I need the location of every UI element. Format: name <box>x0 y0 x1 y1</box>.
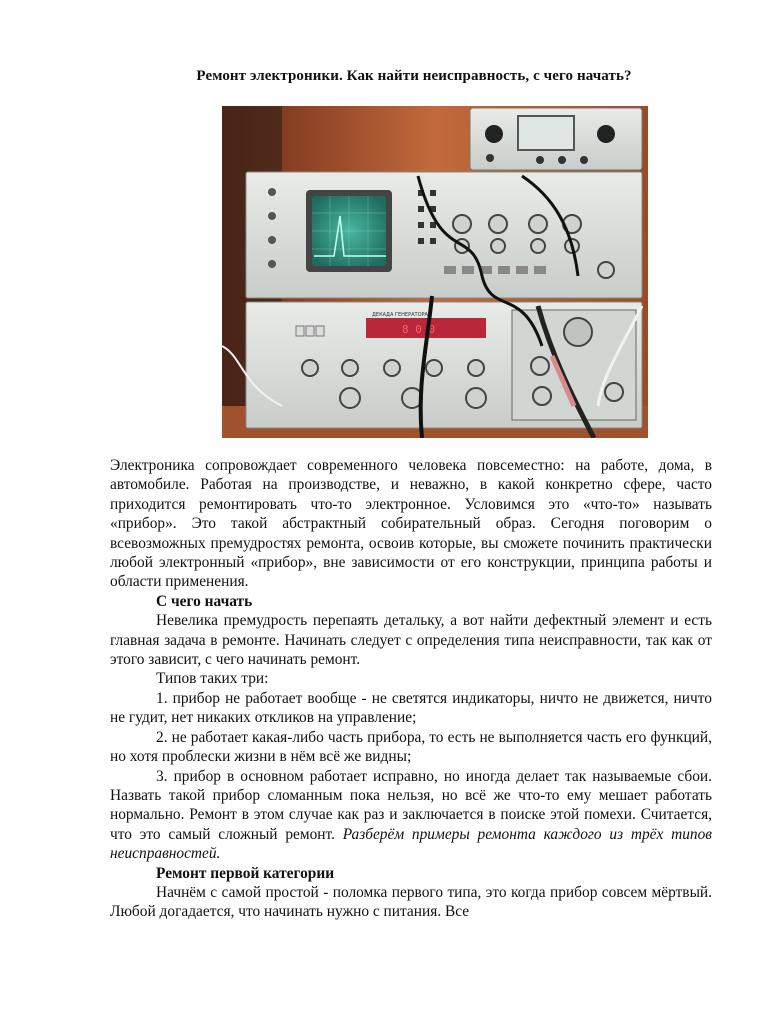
page-title: Ремонт электроники. Как найти неисправность, с чего начать? <box>196 68 632 84</box>
intro-paragraph: Электроника сопровождает современного человека повсеместно: на работе, дома, в автомобиле. Работая на производстве, и неважно, в какой конкретно сфере, часто приходится ремонтировать что-то электронное. Условимся это «что-то» называть «прибор». Это такой абстрактный собирательный образ. Сегодня поговорим о всевозможных премудростях ремонта, освоив которые, вы сможете починить практически любой электронный «прибор», вне зависимости от его конструкции, принципа работы и области применения. <box>110 457 712 591</box>
paragraph: Невелика премудрость перепаять детальку, а вот найти дефектный элемент и есть главная задача в ремонте. Начинать следует с определения типа неисправности, так как от этого зависит, с чего начинать ремонт. <box>110 612 712 669</box>
equipment-photo <box>222 106 648 438</box>
article-body <box>110 456 712 922</box>
paragraph: Начнём с самой простой - поломка первого типа, это когда прибор совсем мёртвый. Любой догадается, что начинать нужно с питания. Все <box>110 883 712 921</box>
list-item-2: 2. не работает какая-либо часть прибора, то есть не выполняется часть его функций, но хотя проблески жизни в нём всё же видны; <box>110 728 712 766</box>
paragraph: Типов таких три: <box>156 670 269 688</box>
generator-label: ДЕКАДА ГЕНЕРАТОРА <box>372 312 428 318</box>
section-heading-first-category: Ремонт первой категории <box>156 864 335 882</box>
list-item-1: 1. прибор не работает вообще - не светятся индикаторы, ничто не движется, ничто не гудит, нет никаких откликов на управление; <box>110 689 712 727</box>
italic-note: Разберём примеры ремонта каждого из трёх типов неисправностей. <box>110 825 712 863</box>
section-heading-start: С чего начать <box>156 592 253 610</box>
list-item-3 <box>110 767 712 864</box>
list-item-3-text: 3. прибор в основном работает исправно, но иногда делает так называемые сбои. Назвать такой прибор сломанным пока нельзя, но всё же что-то ему мешает работать нормально. Ремонт в этом случае как раз и заключается в поиске этой помехи. Считается, что это самый сложный ремонт. <box>110 767 712 843</box>
display-value: 8 0 0 <box>402 323 436 336</box>
